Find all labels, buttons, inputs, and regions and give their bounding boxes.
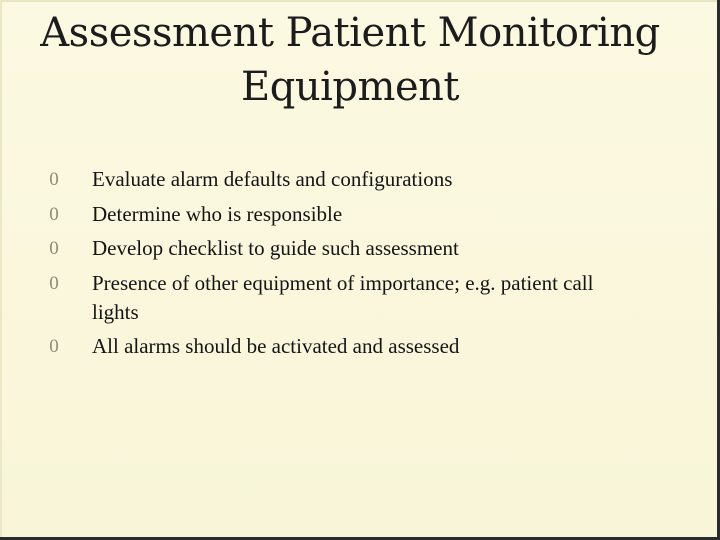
bullet-marker: 0 bbox=[49, 272, 59, 294]
slide-title: Assessment Patient Monitoring Equipment bbox=[40, 10, 660, 110]
slide-top-edge bbox=[0, 0, 720, 2]
slide-left-edge bbox=[0, 0, 2, 540]
bullet-marker: 0 bbox=[49, 169, 59, 190]
bullet-item bbox=[44, 332, 644, 361]
bullet-marker: 0 bbox=[49, 203, 59, 225]
bullet-text: Develop checklist to guide such assessment bbox=[92, 236, 459, 260]
bullet-text: Presence of other equipment of importance; e.g. patient call lights bbox=[92, 270, 594, 324]
bullet-marker: 0 bbox=[49, 238, 59, 259]
bullet-text: Determine who is responsible bbox=[92, 201, 343, 226]
bullet-item bbox=[44, 200, 644, 229]
bullet-item bbox=[44, 269, 644, 327]
bullet-marker: 0 bbox=[49, 336, 59, 357]
bullet-text: All alarms should be activated and assessed bbox=[92, 334, 460, 358]
bullet-item bbox=[44, 234, 644, 263]
bullet-text: Evaluate alarm defaults and configurations bbox=[92, 167, 453, 191]
bullet-item bbox=[44, 165, 644, 194]
bullet-list bbox=[44, 165, 644, 367]
